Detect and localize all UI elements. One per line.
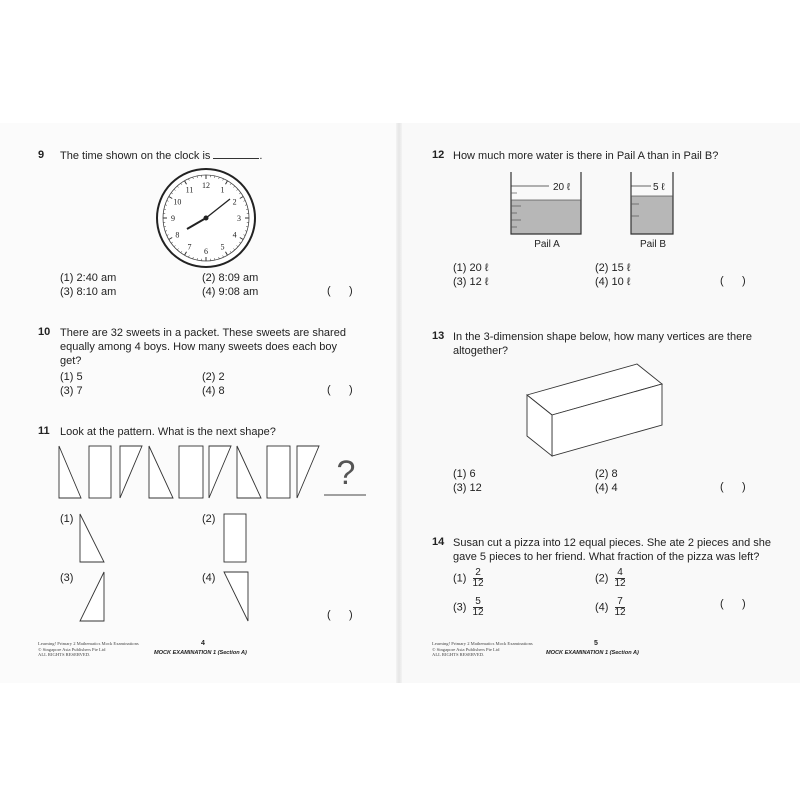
q14-option-4[interactable] (595, 597, 626, 618)
q14-answer-bracket[interactable]: ( ) (720, 598, 746, 610)
q14-option-3-fraction (472, 597, 483, 618)
q12-option-2-label: (2) (595, 262, 609, 274)
clock-number: 8 (175, 230, 180, 240)
q14-option-1-denominator: 12 (472, 578, 484, 589)
q14-option-1-fraction (472, 568, 483, 589)
clock-number: 6 (204, 247, 208, 256)
q14-option-1-label: (1) (453, 572, 467, 585)
q11-question-mark: ? (336, 454, 356, 492)
right-footer-line-3: ALL RIGHTS RESERVED. (432, 652, 485, 657)
clock-number: 10 (173, 197, 182, 207)
q14-option-2-numerator: 4 (617, 567, 623, 578)
pails-figure (505, 170, 705, 250)
q12-option-1[interactable] (453, 261, 488, 275)
book-gutter (396, 123, 402, 683)
q14-number: 14 (432, 536, 445, 548)
q9-text: The time shown on the clock is (60, 150, 211, 162)
q12-option-3-value: 12 ℓ (469, 276, 489, 288)
q11-option-1-shape[interactable] (76, 512, 106, 564)
q9-option-4-label: (4) (202, 286, 216, 298)
q12-text: How much more water is there in Pail A than in Pail B? (453, 150, 719, 162)
pattern-shape-5-rectangle (179, 446, 203, 498)
q14-option-3-numerator: 5 (475, 596, 481, 607)
pattern-shape-4-triangle (149, 446, 173, 498)
q14-option-2-fraction (614, 568, 625, 589)
q10-option-1[interactable] (60, 370, 83, 384)
right-footer-copyright (432, 641, 533, 658)
q10-text-line-3: get? (60, 355, 82, 367)
right-footer-line-2: © Singapore Asia Publishers Pte Ltd (432, 646, 500, 652)
q14-option-4-denominator: 12 (614, 607, 626, 618)
q14-text-line-1: Susan cut a pizza into 12 equal pieces. She ate 2 pieces and she (453, 537, 771, 549)
q13-option-1-label: (1) (453, 468, 467, 480)
q10-option-1-label: (1) (60, 371, 74, 383)
right-page-number: 5 (594, 640, 598, 647)
q12-option-3[interactable] (453, 275, 488, 289)
clock-number: 11 (185, 185, 194, 195)
q14-option-3[interactable] (453, 597, 484, 618)
q12-option-1-label: (1) (453, 262, 467, 274)
pail-a-water (511, 200, 581, 234)
q13-option-4-value: 4 (611, 482, 618, 494)
q14-option-1-numerator: 2 (475, 567, 481, 578)
q14-option-4-label: (4) (595, 601, 609, 614)
pail-b-water (631, 196, 673, 234)
left-footer-line-1: Learning! Primary 2 Mathematics Mock Examinations (38, 641, 139, 646)
pail-a-label: Pail A (534, 239, 560, 250)
q9-option-4-value: 9:08 am (218, 286, 259, 298)
q10-text-line-1: There are 32 sweets in a packet. These sweets are shared (60, 327, 346, 339)
pattern-shape-9-triangle (297, 446, 319, 498)
q14-option-3-denominator: 12 (472, 607, 484, 618)
cuboid-figure (525, 362, 665, 458)
left-footer-line-3: ALL RIGHTS RESERVED. (38, 652, 91, 657)
q13-option-3-label: (3) (453, 482, 467, 494)
q9-option-3-label: (3) (60, 286, 74, 298)
pattern-shape-3-triangle (120, 446, 142, 498)
q13-answer-bracket[interactable]: ( ) (720, 481, 746, 493)
q9-option-2-value: 8:09 am (218, 272, 259, 284)
q13-text-line-1: In the 3-dimension shape below, how many vertices are there (453, 331, 752, 343)
q9-number: 9 (38, 149, 45, 161)
pattern-shape-7-triangle (237, 446, 261, 498)
q10-text-line-2: equally among 4 boys. How many sweets does each boy (60, 341, 337, 353)
q12-answer-bracket[interactable]: ( ) (720, 275, 746, 287)
q11-option-2-label[interactable]: (2) (202, 513, 216, 525)
q9-answer-blank (213, 149, 259, 159)
q10-text (60, 326, 346, 368)
q14-text (453, 536, 771, 564)
pail-a-capacity-label: 20 ℓ (553, 182, 571, 193)
q11-option-1-triangle (80, 514, 104, 562)
pattern-shape-8-rectangle (267, 446, 290, 498)
pail-a (511, 172, 581, 234)
q11-option-3-shape[interactable] (76, 569, 108, 625)
q10-option-2-label: (2) (202, 371, 216, 383)
q11-answer-bracket[interactable]: ( ) (327, 609, 353, 621)
q14-option-1[interactable] (453, 568, 484, 589)
q11-option-1-label[interactable]: (1) (60, 513, 74, 525)
pattern-shape-2-rectangle (89, 446, 111, 498)
q13-option-4-label: (4) (595, 482, 609, 494)
right-footer-line-1: Learning! Primary 2 Mathematics Mock Examinations (432, 641, 533, 646)
clock-number: 9 (171, 214, 175, 223)
q9-option-2[interactable] (202, 271, 258, 285)
q12-option-4-value: 10 ℓ (611, 276, 631, 288)
q12-option-2[interactable] (595, 261, 630, 275)
q10-option-4-label: (4) (202, 385, 216, 397)
q10-option-2[interactable] (202, 370, 225, 384)
left-footer-copyright (38, 641, 139, 658)
q9-option-3-value: 8:10 am (76, 286, 117, 298)
q13-option-1[interactable] (453, 467, 476, 481)
q13-number: 13 (432, 330, 445, 342)
q14-option-2[interactable] (595, 568, 626, 589)
clock-number: 4 (232, 230, 237, 240)
q11-option-3-label[interactable]: (3) (60, 572, 74, 584)
q13-option-4[interactable] (595, 481, 618, 495)
q13-option-3[interactable] (453, 481, 482, 495)
clock-figure (154, 166, 258, 270)
q10-option-1-value: 5 (76, 371, 83, 383)
left-footer-line-2: © Singapore Asia Publishers Pte Ltd (38, 646, 106, 652)
q13-text (453, 330, 752, 358)
left-exam-title: MOCK EXAMINATION 1 (Section A) (154, 650, 247, 656)
clock-center (204, 216, 209, 221)
q14-option-2-label: (2) (595, 572, 609, 585)
q9-text-wrap (60, 149, 262, 163)
q12-option-3-label: (3) (453, 276, 467, 288)
q12-option-1-value: 20 ℓ (469, 262, 489, 274)
q9-option-2-label: (2) (202, 272, 216, 284)
q10-option-4[interactable] (202, 384, 225, 398)
q10-answer-bracket[interactable]: ( ) (327, 384, 353, 396)
q14-text-line-2: gave 5 pieces to her friend. What fraction of the pizza was left? (453, 551, 760, 563)
q9-option-1[interactable] (60, 271, 116, 285)
q11-option-4-label[interactable]: (4) (202, 572, 216, 584)
clock-number: 1 (220, 185, 225, 195)
q10-option-3-label: (3) (60, 385, 74, 397)
right-exam-title: MOCK EXAMINATION 1 (Section A) (546, 650, 639, 656)
q14-option-2-denominator: 12 (614, 578, 626, 589)
q14-option-4-fraction (614, 597, 625, 618)
pail-b-capacity-label: 5 ℓ (653, 182, 665, 193)
clock-number: 3 (237, 214, 241, 223)
q9-text-end: . (259, 150, 263, 162)
pattern-shape-1-triangle (59, 446, 81, 498)
q11-option-4-shape[interactable] (220, 569, 252, 625)
q11-text: Look at the pattern. What is the next shape? (60, 426, 276, 438)
q13-option-2-label: (2) (595, 468, 609, 480)
q9-option-1-label: (1) (60, 272, 74, 284)
q9-option-3[interactable] (60, 285, 116, 299)
q13-option-1-value: 6 (469, 468, 476, 480)
left-page-number: 4 (201, 640, 205, 647)
q13-text-line-2: altogether? (453, 345, 509, 357)
pail-b (631, 172, 673, 234)
pail-b-label: Pail B (639, 239, 667, 250)
q10-option-3[interactable] (60, 384, 83, 398)
q12-option-2-value: 15 ℓ (611, 262, 631, 274)
q11-number: 11 (38, 425, 50, 437)
q11-option-4-triangle (224, 572, 248, 621)
q13-option-2-value: 8 (611, 468, 618, 480)
q9-option-1-value: 2:40 am (76, 272, 117, 284)
clock-number: 12 (202, 181, 210, 190)
q9-answer-bracket[interactable]: ( ) (327, 285, 353, 297)
q14-option-3-label: (3) (453, 601, 467, 614)
q11-option-3-triangle (80, 572, 104, 621)
q13-option-2[interactable] (595, 467, 618, 481)
q13-option-3-value: 12 (469, 482, 482, 494)
q9-option-4[interactable] (202, 285, 258, 299)
q10-option-3-value: 7 (76, 385, 83, 397)
q11-pattern-figure (56, 444, 376, 500)
q12-option-4[interactable] (595, 275, 630, 289)
q10-number: 10 (38, 326, 51, 338)
clock-number: 5 (220, 242, 225, 252)
clock-number: 7 (187, 242, 192, 252)
q11-option-2-rectangle (224, 514, 246, 562)
q10-option-2-value: 2 (218, 371, 225, 383)
q14-option-4-numerator: 7 (617, 596, 623, 607)
clock-number: 2 (232, 197, 237, 207)
q11-option-2-shape[interactable] (220, 512, 250, 564)
q10-option-4-value: 8 (218, 385, 225, 397)
pattern-shape-6-triangle (209, 446, 231, 498)
q12-number: 12 (432, 149, 445, 161)
q12-option-4-label: (4) (595, 276, 609, 288)
